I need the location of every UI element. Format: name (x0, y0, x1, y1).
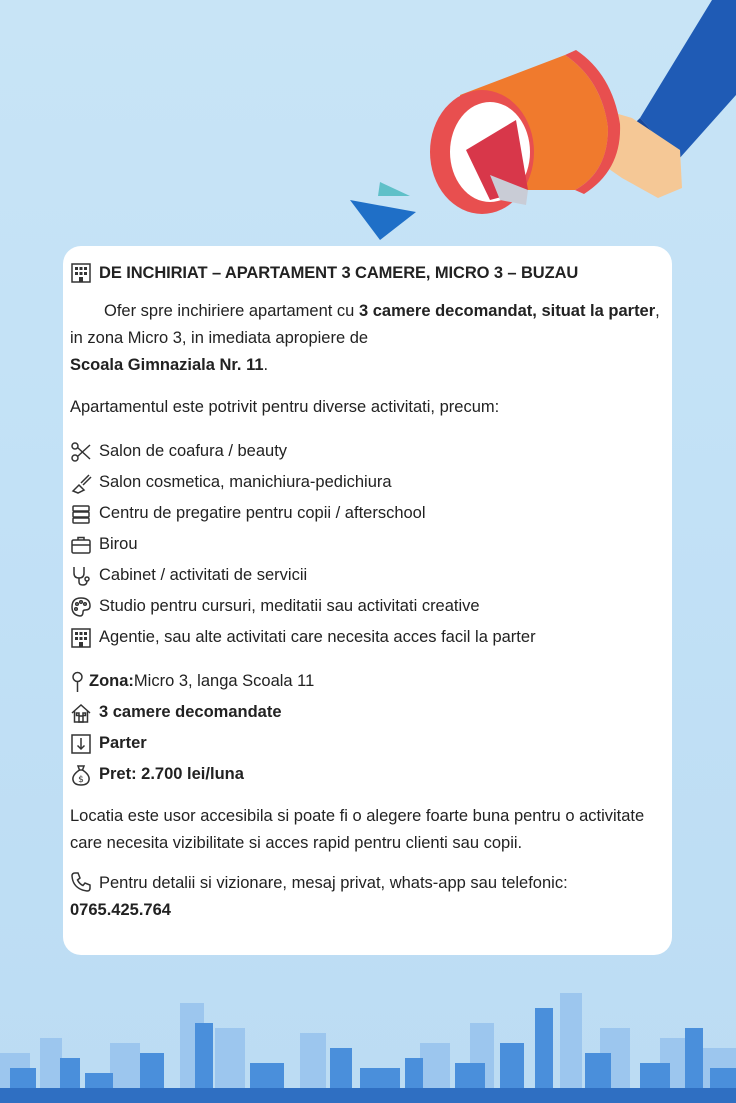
list-item (70, 436, 664, 467)
pin-icon (70, 671, 85, 693)
house-icon (70, 702, 92, 724)
megaphone-illustration (340, 0, 736, 250)
phone-number[interactable]: 0765.425.764 (70, 901, 171, 919)
floor-value: Parter (99, 734, 147, 752)
price-row (70, 759, 664, 790)
palette-icon (70, 596, 92, 618)
intro-bold-1: 3 camere decomandat, situat la parter (358, 302, 656, 320)
list-item (70, 591, 664, 622)
intro-text-2: , in zona Micro 3, in imediata apropiere de (70, 302, 660, 347)
list-item-label: Studio pentru cursuri, meditatii sau activitati creative (99, 597, 480, 615)
intro-text-3: . (263, 356, 269, 374)
money-bag-icon (70, 764, 92, 786)
uses-list (70, 436, 664, 653)
intro-bold-2: Scoala Gimnaziala Nr. 11 (70, 356, 264, 374)
listing-card (63, 246, 672, 955)
listing-title (70, 262, 664, 284)
list-item (70, 529, 664, 560)
uses-intro: Apartamentul este potrivit pentru diverse activitati, precum: (70, 398, 500, 416)
list-item-label: Agentie, sau alte activitati care necesita acces facil la parter (99, 628, 536, 646)
zona-value: Micro 3, langa Scoala 11 (133, 672, 315, 690)
list-item-label: Salon cosmetica, manichiura-pedichiura (99, 473, 392, 491)
books-icon (70, 503, 92, 525)
title-text: DE INCHIRIAT – APARTAMENT 3 CAMERE, MICRO 3 – BUZAU (99, 263, 579, 282)
nail-polish-icon (70, 472, 92, 494)
rooms-value: 3 camere decomandate (99, 703, 282, 721)
zona-label: Zona: (89, 672, 134, 690)
list-item-label: Centru de pregatire pentru copii / afterschool (99, 504, 426, 522)
price-value: Pret: 2.700 lei/luna (99, 765, 244, 783)
down-arrow-icon (70, 733, 92, 755)
floor-row (70, 728, 664, 759)
list-item (70, 560, 664, 591)
intro-text-1: Ofer spre inchiriere apartament cu (104, 302, 359, 320)
list-item-label: Salon de coafura / beauty (99, 442, 288, 460)
zona-row (70, 666, 664, 697)
list-item (70, 498, 664, 529)
burst-shape-1 (378, 182, 410, 196)
stethoscope-icon (70, 565, 92, 587)
list-item-label: Birou (99, 535, 138, 553)
phone-icon (70, 871, 92, 893)
burst-shape-2 (350, 200, 416, 240)
rooms-row (70, 697, 664, 728)
closing-paragraph: Locatia este usor accesibila si poate fi o alegere foarte buna pentru o activitate care necesita vizibilitate si acces rapid pentru clienti sau copii. (70, 807, 645, 852)
list-item (70, 622, 664, 653)
list-item-label: Cabinet / activitati de servicii (99, 566, 308, 584)
contact-text: Pentru detalii si vizionare, mesaj privat, whats-app sau telefonic: (99, 874, 568, 892)
facts-list (70, 666, 664, 790)
intro-paragraph (70, 298, 664, 379)
contact-paragraph (70, 870, 664, 924)
city-skyline-illustration (0, 983, 736, 1103)
building-icon (70, 262, 92, 284)
briefcase-icon (70, 534, 92, 556)
svg-text:$: $ (78, 774, 84, 785)
scissors-icon (70, 441, 92, 463)
building-icon (70, 627, 92, 649)
list-item (70, 467, 664, 498)
